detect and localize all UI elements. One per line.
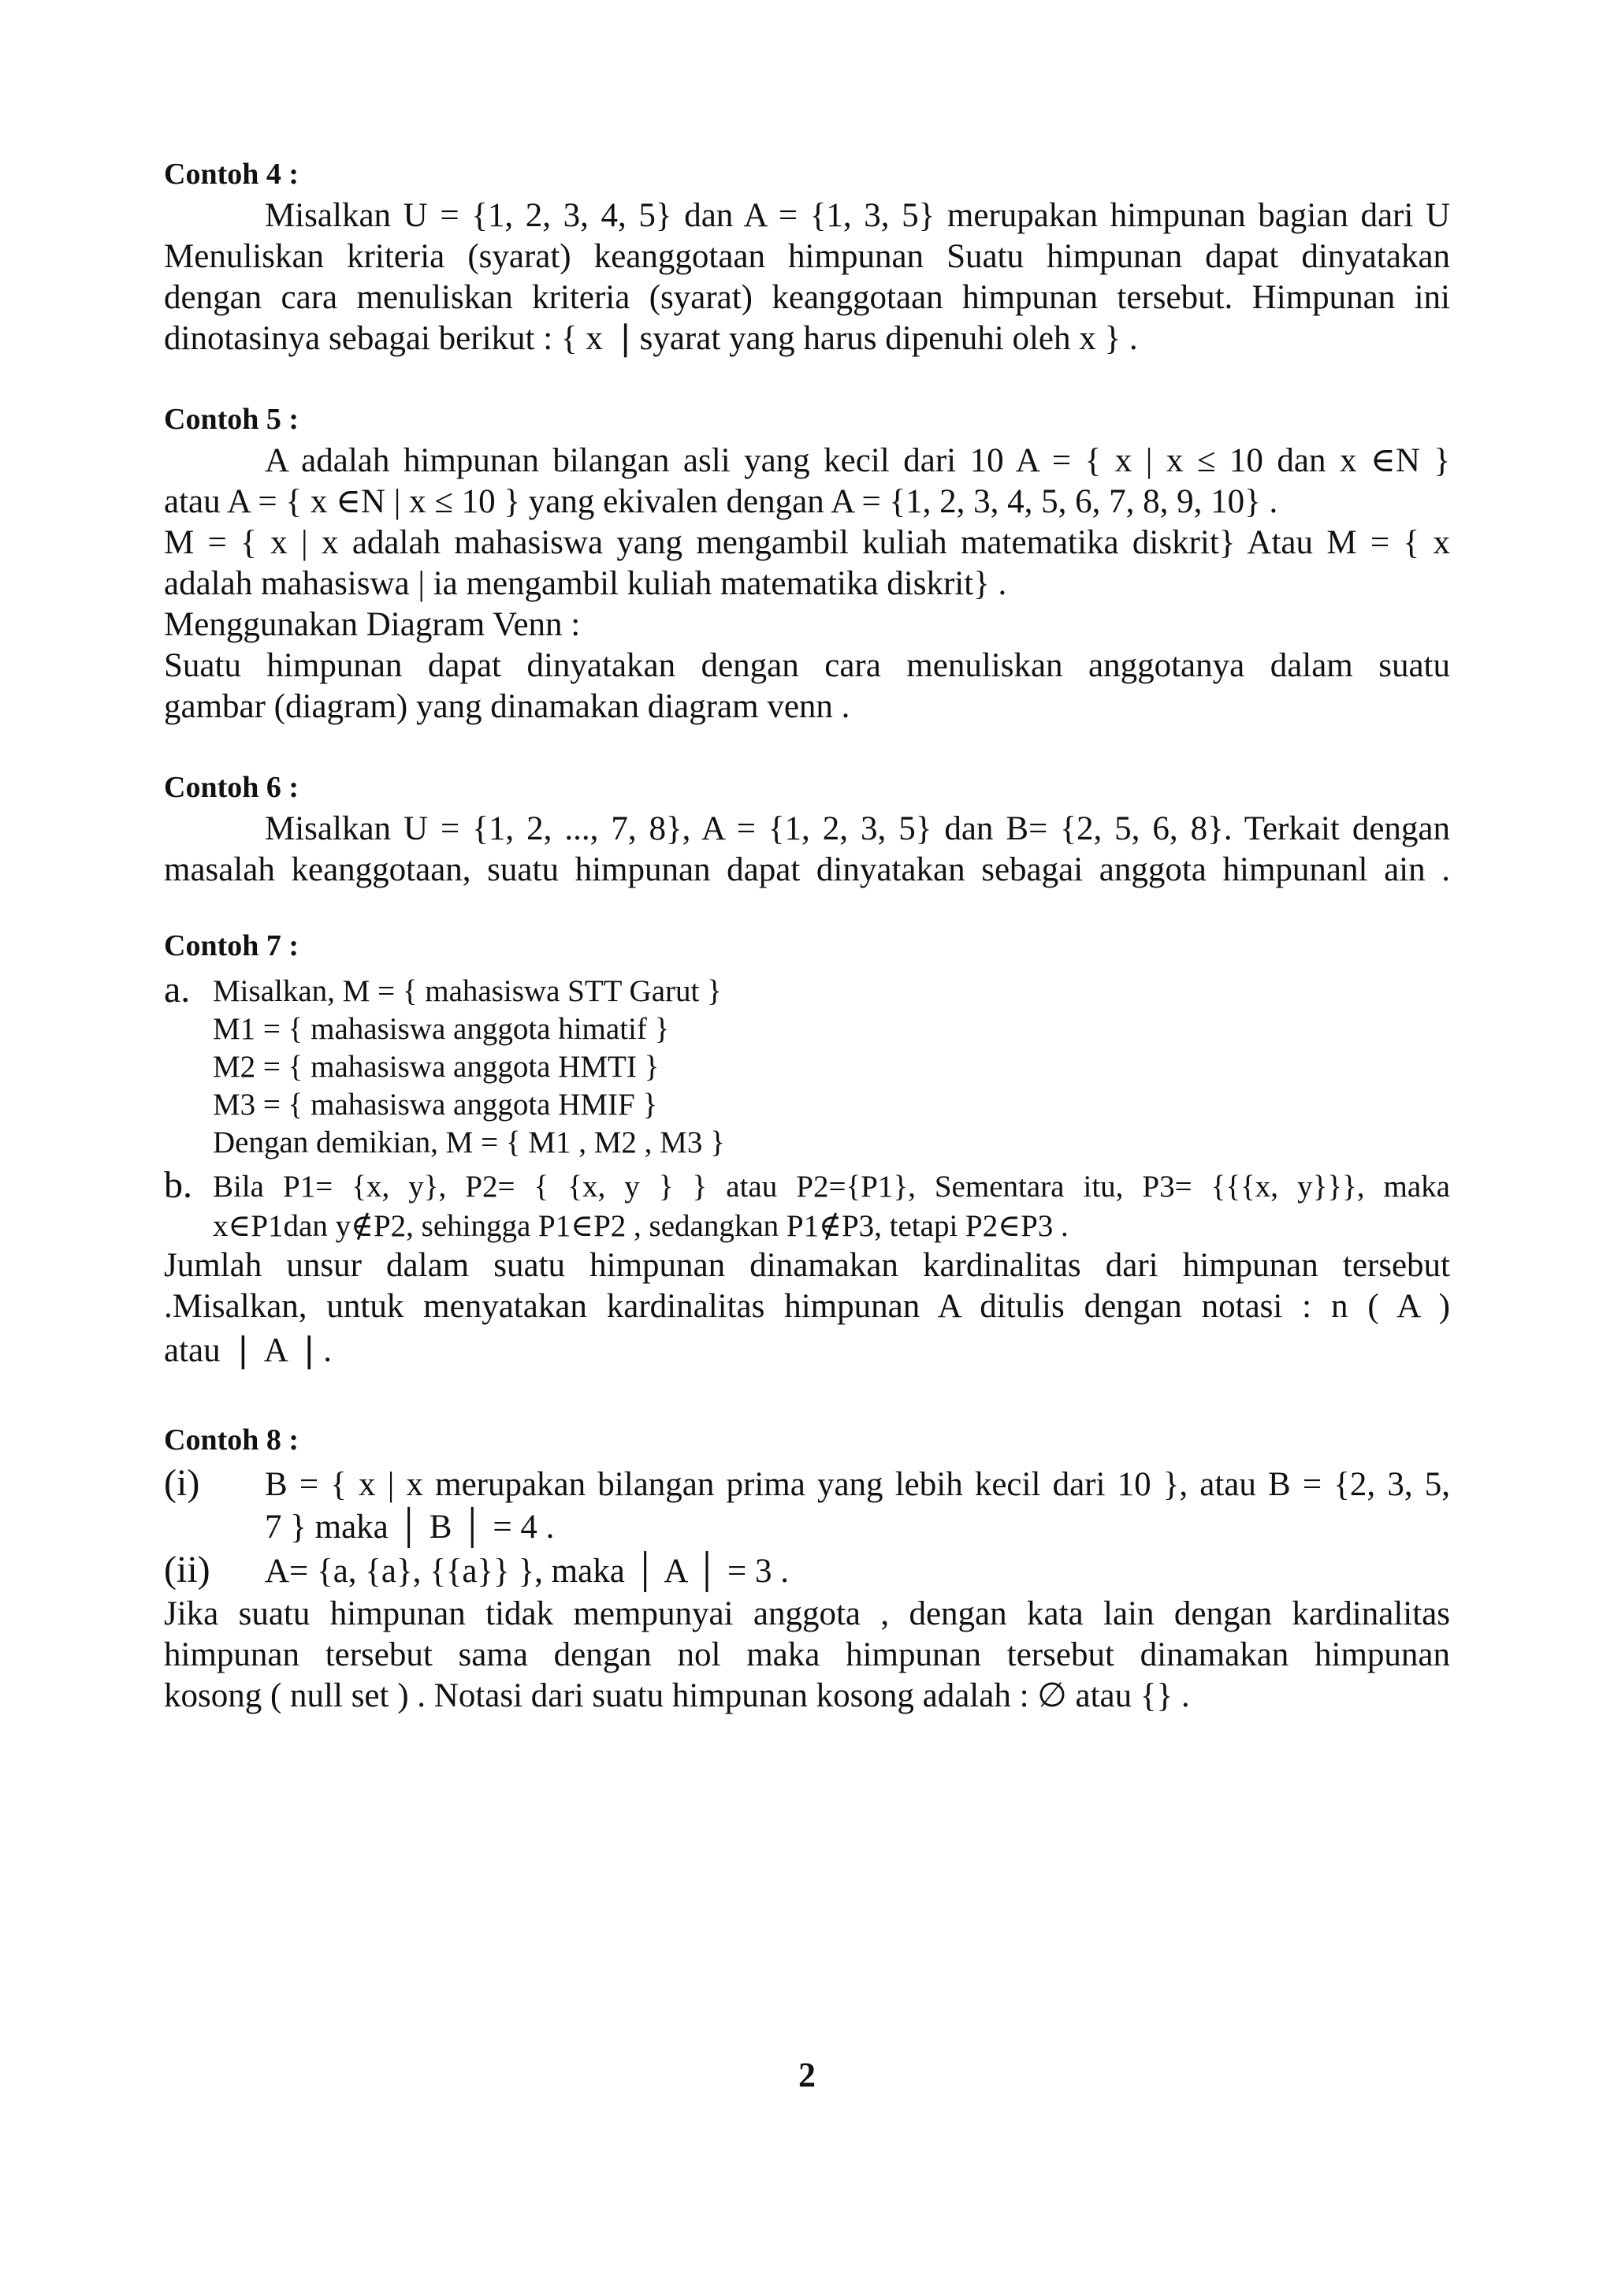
item-a-line-1: Misalkan, M = { mahasiswa STT Garut } [213,974,722,1008]
item-a-line-3: M2 = { mahasiswa anggota HMTI } [213,1050,660,1084]
item-b-label: b. [164,1164,192,1206]
null-set-line-1: Jika suatu himpunan tidak mempunyai anggota , dengan kata lain dengan kardinalitas [164,1595,1450,1632]
contoh-5-heading: Contoh 5 : [164,403,299,436]
contoh-5-line-6: Suatu himpunan dapat dinyatakan dengan cara menuliskan anggotanya dalam suatu [164,647,1450,684]
item-i-line-2: 7 } maka │ B │ = 4 . [265,1509,555,1546]
contoh-8-heading: Contoh 8 : [164,1423,299,1457]
contoh-4-heading: Contoh 4 : [164,158,299,191]
item-i-line-1: B = { x | x merupakan bilangan prima yang lebih kecil dari 10 }, atau B = {2, 3, 5, [265,1466,1450,1503]
kardinalitas-line-3: atau ❘ A ❘. [164,1332,332,1369]
item-i-label: (i) [164,1462,200,1504]
null-set-line-3: kosong ( null set ) . Notasi dari suatu himpunan kosong adalah : ∅ atau {} . [164,1677,1190,1714]
contoh-5-line-2: atau A = { x ∈N | x ≤ 10 } yang ekivalen dengan A = {1, 2, 3, 4, 5, 6, 7, 8, 9, 10} . [164,483,1278,520]
contoh-5-line-7: gambar (diagram) yang dinamakan diagram venn . [164,688,850,725]
item-b-line-1: Bila P1= {x, y}, P2= { {x, y } } atau P2={P1}, Sementara itu, P3= {{{x, y}}}, maka [213,1170,1450,1204]
null-set-line-2: himpunan tersebut sama dengan nol maka himpunan tersebut dinamakan himpunan [164,1636,1450,1673]
contoh-5-line-5: Menggunakan Diagram Venn : [164,606,581,643]
contoh-4-line-2: Menuliskan kriteria (syarat) keanggotaan himpunan Suatu himpunan dapat dinyatakan [164,238,1450,275]
kardinalitas-line-2: .Misalkan, untuk menyatakan kardinalitas himpunan A ditulis dengan notasi : n ( A ) [164,1288,1450,1325]
contoh-7-heading: Contoh 7 : [164,929,299,962]
contoh-5-line-1: A adalah himpunan bilangan asli yang kecil dari 10 A = { x | x ≤ 10 dan x ∈N } [265,442,1450,479]
item-ii-line: A= {a, {a}, {{a}} }, maka │ A │ = 3 . [265,1553,790,1590]
item-a-line-2: M1 = { mahasiswa anggota himatif } [213,1012,670,1046]
item-b-line-2: x∈P1dan y∉P2, sehingga P1∈P2 , sedangkan P1∉P3, tetapi P2∈P3 . [213,1209,1069,1243]
contoh-6-line-1: Misalkan U = {1, 2, ..., 7, 8}, A = {1, 2, 3, 5} dan B= {2, 5, 6, 8}. Terkait dengan [265,810,1450,847]
contoh-4-line-1: Misalkan U = {1, 2, 3, 4, 5} dan A = {1, 3, 5} merupakan himpunan bagian dari U [265,197,1450,234]
item-a-line-5: Dengan demikian, M = { M1 , M2 , M3 } [213,1126,725,1159]
contoh-6-line-2: masalah keanggotaan, suatu himpunan dapat dinyatakan sebagai anggota himpunanl ain . [164,851,1450,888]
page-number: 2 [798,2056,816,2094]
kardinalitas-line-1: Jumlah unsur dalam suatu himpunan dinamakan kardinalitas dari himpunan tersebut [164,1247,1450,1284]
contoh-6-heading: Contoh 6 : [164,771,299,804]
contoh-4-line-3: dengan cara menuliskan kriteria (syarat) keanggotaan himpunan tersebut. Himpunan ini [164,279,1450,316]
contoh-4-line-4: dinotasinya sebagai berikut : { x ❘syarat yang harus dipenuhi oleh x } . [164,320,1138,357]
item-a-label: a. [164,969,191,1010]
item-a-line-4: M3 = { mahasiswa anggota HMIF } [213,1088,658,1122]
item-ii-label: (ii) [164,1549,210,1591]
contoh-5-line-4: adalah mahasiswa | ia mengambil kuliah matematika diskrit} . [164,565,1007,602]
contoh-5-line-3: M = { x | x adalah mahasiswa yang mengambil kuliah matematika diskrit} Atau M = { x [164,524,1450,561]
